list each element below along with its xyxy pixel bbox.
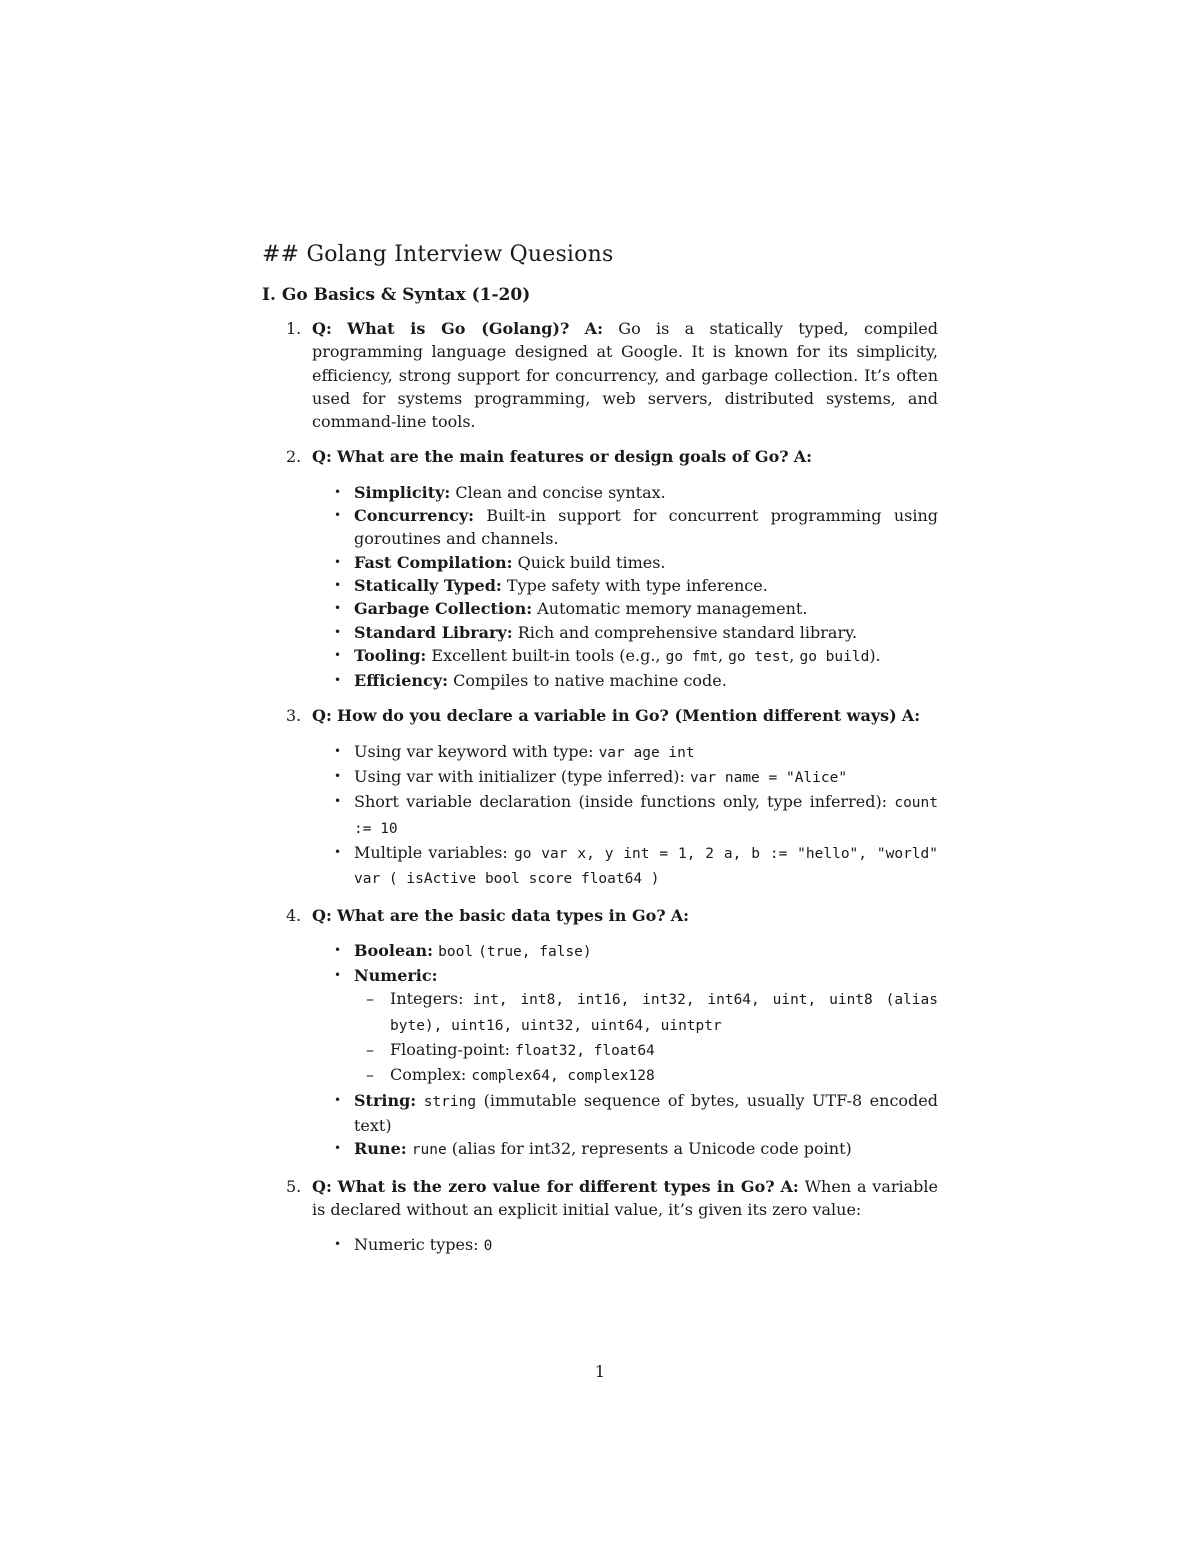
question-number: 3. [286,706,302,726]
list-item [312,765,938,790]
bullet-icon: • [334,577,342,592]
code-snippet: var age int [598,744,695,761]
question-number: 1. [286,319,302,338]
list-item [312,551,938,574]
answer-text: When a variable is declared without an explicit initial value, it’s given its zero value: [312,1176,939,1219]
item-text: Excellent built-in tools (e.g., [431,645,661,665]
question-item [262,704,938,891]
item-term: Simplicity: [354,482,451,502]
list-item [312,790,938,841]
question-item [262,317,938,433]
question-text: What is Go (Golang)? [347,319,570,338]
list-item [312,939,938,964]
item-text: Automatic memory management. [537,599,808,619]
code-snippet: bool [438,943,474,960]
code-snippet: go test [728,648,790,665]
sub-item-label: Floating-point: [390,1040,511,1060]
bullet-icon: • [334,769,342,784]
item-tail: ). [869,645,881,665]
list-item [312,1137,938,1162]
item-text: Compiles to native machine code. [453,671,727,691]
question-item [262,445,938,692]
item-term: Numeric: [354,966,438,986]
bullet-icon: • [334,554,342,569]
item-term: Statically Typed: [354,575,502,595]
bullet-icon: • [334,1237,342,1252]
item-text: Quick build times. [517,552,666,572]
item-text: Built-in support for concurrent programming using goroutines and channels. [354,506,938,549]
bullet-icon: • [334,942,342,957]
code-snippet: go var x, y int = 1, 2 a, b := "hello", "world" var ( isActive bool score float64 ) [354,845,938,888]
bullet-icon: • [334,624,342,639]
list-item [312,841,938,892]
list-item [312,574,938,597]
bullet-icon: • [334,1092,342,1107]
section-title-text: Go Basics & Syntax (1-20) [281,285,531,305]
list-item [312,964,938,1088]
bullet-icon: • [334,968,342,983]
item-term: Standard Library: [354,622,513,642]
item-term: Efficiency: [354,671,448,691]
list-item [312,1233,938,1258]
bullet-icon: • [334,844,342,859]
list-item [312,621,938,644]
code-snippet: 0 [483,1238,493,1255]
list-item [312,1089,938,1138]
sub-item-label: Complex: [390,1065,467,1085]
document-content [262,242,938,1270]
question-paragraph [312,704,938,727]
separator: , [789,645,795,665]
item-text: Numeric types: [354,1235,479,1255]
question-text: What are the main features or design goals of Go? [336,447,789,467]
question-paragraph [312,1175,938,1222]
item-text: Multiple variables: [354,842,508,862]
dash-icon: – [366,989,374,1009]
question-number: 2. [286,447,302,467]
item-text: (alias for int32, represents a Unicode code point) [451,1139,852,1159]
list-item [312,597,938,620]
answer-label: A: [793,447,813,467]
data-type-list [312,939,938,1163]
bullet-icon: • [334,1141,342,1156]
bullet-icon: • [334,484,342,499]
item-text: Using var with initializer (type inferred): [354,767,685,787]
zero-value-list [312,1233,938,1258]
question-label: Q: [312,447,332,467]
bullet-icon: • [334,794,342,809]
item-text: Rich and comprehensive standard library. [517,622,858,642]
bullet-icon: • [334,601,342,616]
list-item [312,644,938,669]
item-term: Boolean: [354,940,434,960]
question-item [262,904,938,1163]
code-snippet: string [423,1093,477,1110]
question-paragraph [312,317,938,433]
item-term: Rune: [354,1139,407,1159]
item-text: Clean and concise syntax. [455,482,666,502]
sub-list-item [354,1038,938,1063]
code-snippet: go fmt [665,648,718,665]
answer-label: A: [901,706,921,726]
separator: , [717,645,724,665]
bullet-icon: • [334,508,342,523]
bullet-icon: • [334,647,342,662]
section-number: I. [262,285,276,305]
question-text: What are the basic data types in Go? [336,905,666,925]
code-values: (true, false) [478,943,592,960]
code-snippet: rune [411,1142,447,1159]
answer-label: A: [780,1176,799,1196]
answer-label: A: [670,905,690,925]
item-text: Type safety with type inference. [506,575,768,595]
bullet-icon: • [334,673,342,688]
numeric-sublist [354,987,938,1088]
question-list [262,317,938,1258]
question-label: Q: [312,1176,332,1196]
question-label: Q: [312,706,332,726]
question-item [262,1175,938,1259]
question-text: How do you declare a variable in Go? (Mention different ways) [336,706,897,726]
answer-text: Go is a statically typed, compiled programming language designed at Google. It is known for its simplicity, efficiency, strong support for concurrency, and garbage collection. It’s often used for systems programming, web servers, distributed systems, and command-line tools. [312,319,938,432]
dash-icon: – [366,1040,374,1060]
code-snippet: var name = "Alice" [689,770,848,787]
item-text: Using var keyword with type: [354,741,594,761]
answer-label: A: [584,319,603,338]
sub-list-item [354,1063,938,1088]
question-number: 5. [286,1176,302,1196]
list-item [312,669,938,692]
item-term: Tooling: [354,645,427,665]
list-item [312,481,938,504]
code-snippet: int, int8, int16, int32, int64, uint, uint8 (alias byte), uint16, uint32, uint64, uintptr [390,992,938,1034]
item-term: Garbage Collection: [354,599,533,619]
declaration-list [312,740,938,892]
question-paragraph [312,904,938,927]
item-term: String: [354,1090,417,1110]
document-title: ## Golang Interview Quesions [262,242,614,267]
code-snippet: complex64, complex128 [471,1068,655,1085]
question-paragraph [312,445,938,468]
feature-list [312,481,938,693]
sub-item-label: Integers: [390,989,464,1009]
code-snippet: float32, float64 [515,1043,655,1060]
item-text: (immutable sequence of bytes, usually UTF-8 encoded text) [354,1090,938,1135]
sub-list-item [354,987,938,1038]
question-label: Q: [312,319,332,338]
item-term: Fast Compilation: [354,552,513,572]
section-heading [262,285,938,305]
list-item [312,740,938,765]
list-item [312,504,938,551]
question-label: Q: [312,905,332,925]
code-snippet: count := 10 [354,795,938,837]
dash-icon: – [366,1065,374,1085]
item-text: Short variable declaration (inside functions only, type inferred): [354,792,888,812]
question-text: What is the zero value for different types in Go? [337,1176,775,1196]
item-term: Concurrency: [354,506,475,526]
bullet-icon: • [334,743,342,758]
page-number: 1 [594,1362,606,1381]
code-snippet: go build [799,648,870,665]
question-number: 4. [286,905,302,925]
